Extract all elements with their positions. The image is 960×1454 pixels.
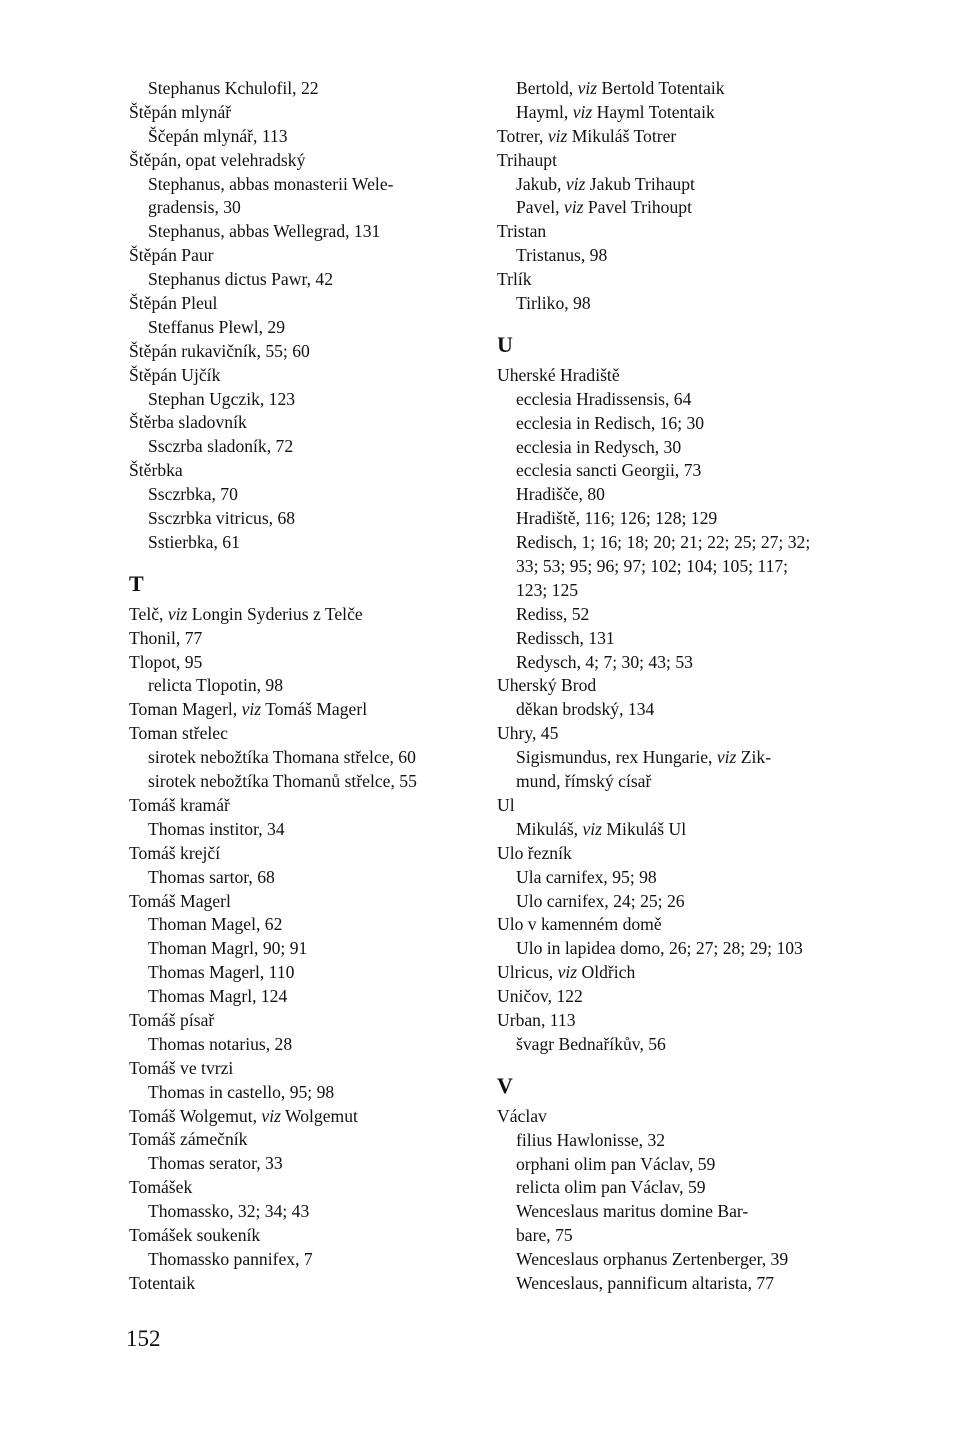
entry-text: Urban, 113: [497, 1009, 576, 1030]
index-column-left: [129, 77, 501, 1296]
index-subentry: [129, 1033, 501, 1057]
entry-text: Tomáš písař: [129, 1009, 215, 1030]
entry-text: Štěpán Ujčík: [129, 364, 221, 385]
index-subentry: [497, 579, 869, 603]
index-subentry: [497, 388, 869, 412]
entry-text: Ulo in lapidea domo, 26; 27; 28; 29; 103: [516, 938, 803, 959]
index-entry: [497, 1009, 869, 1033]
index-subentry: [129, 746, 501, 770]
entry-text: Tomáš Wolgemut,: [129, 1105, 262, 1126]
entry-text: Thoman Magel, 62: [148, 914, 283, 935]
entry-text: filius Hawlonisse, 32: [516, 1129, 666, 1150]
entry-text: Stephanus Kchulofil, 22: [148, 78, 319, 98]
entry-text: Pavel,: [516, 197, 564, 218]
index-entry: [497, 913, 869, 937]
index-entry: [129, 890, 501, 914]
index-subentry: [497, 77, 869, 101]
index-entry: [129, 651, 501, 675]
index-column-right: [497, 77, 869, 1296]
entry-text: Stephanus, abbas monasterii Wele-: [148, 173, 394, 194]
entry-text: Tristanus, 98: [516, 245, 608, 266]
index-subentry: [497, 1272, 869, 1296]
index-subentry: [497, 1224, 869, 1248]
entry-text: relicta Tlopotin, 98: [148, 675, 284, 696]
index-subentry: [129, 985, 501, 1009]
entry-text: relicta olim pan Václav, 59: [516, 1177, 706, 1198]
entry-text: Ssczrba sladoník, 72: [148, 436, 294, 457]
entry-text: Sigismundus, rex Hungarie,: [516, 747, 717, 768]
index-entry: [129, 149, 501, 173]
index-entry: [129, 364, 501, 388]
entry-text: Štěrba sladovník: [129, 412, 247, 433]
index-entry: [129, 603, 501, 627]
index-subentry: [497, 651, 869, 675]
index-entry: [129, 1128, 501, 1152]
entry-text: Redysch, 4; 7; 30; 43; 53: [516, 651, 693, 672]
entry-text: Štěpán mlynář: [129, 101, 232, 122]
entry-text: Jakub,: [516, 173, 566, 194]
index-entry: [129, 698, 501, 722]
index-entry: [497, 722, 869, 746]
entry-text: Tomášek: [129, 1177, 193, 1198]
entry-text: Thomas Magerl, 110: [148, 962, 295, 983]
entry-text: Uherské Hradiště: [497, 364, 620, 385]
cross-reference-target: Pavel Trihoupt: [583, 197, 692, 218]
entry-text: Steffanus Plewl, 29: [148, 316, 285, 337]
index-subentry: [129, 961, 501, 985]
entry-text: Sstierbka, 61: [148, 531, 240, 552]
entry-text: Telč,: [129, 603, 168, 624]
entry-text: Thomassko pannifex, 7: [148, 1248, 313, 1269]
entry-text: Tomáš kramář: [129, 794, 230, 815]
index-entry: [129, 101, 501, 125]
index-subentry: [129, 674, 501, 698]
index-subentry: [497, 603, 869, 627]
cross-reference-marker: viz: [557, 962, 578, 983]
cross-reference-marker: viz: [577, 78, 598, 98]
entry-text: Wenceslaus, pannificum altarista, 77: [516, 1272, 775, 1293]
index-subentry: [129, 866, 501, 890]
index-subentry: [129, 1152, 501, 1176]
entry-text: Štěrbka: [129, 460, 183, 481]
index-entry: [129, 1272, 501, 1296]
cross-reference-marker: viz: [241, 699, 262, 720]
index-subentry: [129, 220, 501, 244]
index-subentry: [129, 770, 501, 794]
entry-text: Hayml,: [516, 101, 573, 122]
entry-text: Trihaupt: [497, 149, 557, 170]
index-subentry: [497, 1153, 869, 1177]
cross-reference-target: Tomáš Magerl: [261, 699, 368, 720]
index-subentry: [497, 1248, 869, 1272]
index-subentry: [497, 1033, 869, 1057]
index-entry: [129, 842, 501, 866]
entry-text: Uherský Brod: [497, 675, 597, 696]
entry-text: Mikuláš,: [516, 818, 583, 839]
entry-text: ecclesia sancti Georgii, 73: [516, 460, 702, 481]
index-subentry: [497, 507, 869, 531]
entry-text: gradensis, 30: [148, 197, 241, 218]
entry-text: Hradišče, 80: [516, 484, 605, 505]
index-subentry: [497, 937, 869, 961]
index-entry: [129, 722, 501, 746]
entry-text: mund, římský císař: [516, 771, 652, 792]
cross-reference-target: Hayml Totentaik: [592, 101, 715, 122]
index-entry: [129, 411, 501, 435]
index-subentry: [129, 913, 501, 937]
index-subentry: [497, 196, 869, 220]
entry-text: Toman střelec: [129, 723, 228, 744]
entry-text: Thomas in castello, 95; 98: [148, 1081, 335, 1102]
entry-text: Thomas notarius, 28: [148, 1033, 293, 1054]
page-number: 152: [126, 1326, 161, 1351]
index-entry: [129, 1057, 501, 1081]
entry-text: bare, 75: [516, 1225, 573, 1246]
entry-text: Ulo v kamenném domě: [497, 914, 662, 935]
entry-text: Ssczrbka, 70: [148, 484, 238, 505]
index-subentry: [129, 388, 501, 412]
entry-text: Thomas Magrl, 124: [148, 986, 288, 1007]
index-entry: [497, 1105, 869, 1129]
index-subentry: [129, 937, 501, 961]
cross-reference-marker: viz: [716, 747, 737, 768]
index-subentry: [497, 555, 869, 579]
entry-text: Ula carnifex, 95; 98: [516, 866, 657, 887]
index-entry: [497, 364, 869, 388]
index-subentry: [497, 1176, 869, 1200]
entry-text: Ul: [497, 794, 515, 815]
index-subentry: [497, 770, 869, 794]
index-entry: [497, 961, 869, 985]
cross-reference-marker: viz: [572, 101, 593, 122]
index-entry: [129, 1224, 501, 1248]
entry-text: Totentaik: [129, 1272, 196, 1293]
index-entry: [497, 268, 869, 292]
cross-reference-target: Zik-: [736, 747, 772, 768]
cross-reference-target: Oldřich: [577, 962, 636, 983]
entry-text: Ssczrbka vitricus, 68: [148, 508, 296, 529]
entry-text: Thomas serator, 33: [148, 1153, 283, 1174]
cross-reference-target: Bertold Totentaik: [597, 78, 725, 98]
entry-text: Redissch, 131: [516, 627, 615, 648]
entry-text: švagr Bednaříkův, 56: [516, 1033, 666, 1054]
cross-reference-target: Wolgemut: [280, 1105, 358, 1126]
index-entry: [497, 985, 869, 1009]
index-subentry: [129, 316, 501, 340]
index-subentry: [497, 459, 869, 483]
cross-reference-target: Jakub Trihaupt: [585, 173, 695, 194]
entry-text: 33; 53; 95; 96; 97; 102; 104; 105; 117;: [516, 556, 789, 577]
index-subentry: [497, 698, 869, 722]
index-subentry: [129, 268, 501, 292]
entry-text: Štěpán Pleul: [129, 293, 218, 314]
index-subentry: [497, 483, 869, 507]
entry-text: Tomáš Magerl: [129, 890, 231, 911]
index-subentry: [497, 746, 869, 770]
index-entry: [129, 459, 501, 483]
entry-text: sirotek nebožtíka Thomana střelce, 60: [148, 747, 416, 768]
index-subentry: [129, 435, 501, 459]
index-subentry: [497, 101, 869, 125]
index-subentry: [497, 244, 869, 268]
index-subentry: [129, 1248, 501, 1272]
index-subentry: [129, 531, 501, 555]
entry-text: Štěpán rukavičník, 55; 60: [129, 340, 310, 361]
index-letter-heading: T: [129, 570, 144, 596]
index-subentry: [129, 77, 501, 101]
entry-text: Václav: [497, 1105, 547, 1126]
entry-text: Trlík: [497, 269, 532, 290]
cross-reference-marker: viz: [563, 197, 584, 218]
index-subentry: [129, 173, 501, 197]
entry-text: 123; 125: [516, 579, 579, 600]
index-subentry: [129, 507, 501, 531]
entry-text: Uhry, 45: [497, 723, 559, 744]
index-subentry: [129, 1081, 501, 1105]
entry-text: Hradiště, 116; 126; 128; 129: [516, 508, 718, 529]
cross-reference-marker: viz: [261, 1105, 281, 1126]
entry-text: Ulricus,: [497, 962, 558, 983]
index-letter-heading: U: [497, 331, 513, 357]
entry-text: Ulo řezník: [497, 842, 572, 863]
entry-text: Toman Magerl,: [129, 699, 242, 720]
entry-text: Stephan Ugczik, 123: [148, 388, 296, 409]
entry-text: Štěpán, opat velehradský: [129, 149, 306, 170]
entry-text: orphani olim pan Václav, 59: [516, 1153, 716, 1174]
entry-text: Tomáš zámečník: [129, 1129, 248, 1150]
index-entry: [129, 1009, 501, 1033]
index-entry: [497, 674, 869, 698]
entry-text: Stephanus, abbas Wellegrad, 131: [148, 221, 381, 242]
index-entry: [129, 1105, 501, 1129]
cross-reference-target: Mikuláš Ul: [602, 818, 687, 839]
entry-text: Uničov, 122: [497, 986, 583, 1007]
index-subentry: [497, 436, 869, 460]
index-entry: [129, 244, 501, 268]
cross-reference-target: Mikuláš Totrer: [567, 125, 677, 146]
entry-text: Rediss, 52: [516, 603, 590, 624]
cross-reference-marker: viz: [565, 173, 586, 194]
cross-reference-marker: viz: [167, 603, 188, 624]
index-subentry: [129, 818, 501, 842]
index-subentry: [129, 196, 501, 220]
entry-text: děkan brodský, 134: [516, 699, 655, 720]
index-subentry: [129, 125, 501, 149]
index-subentry: [497, 890, 869, 914]
index-entry: [129, 1176, 501, 1200]
index-entry: [129, 627, 501, 651]
entry-text: Bertold,: [516, 78, 578, 98]
index-entry: [497, 794, 869, 818]
entry-text: Totrer,: [497, 125, 548, 146]
entry-text: Tristan: [497, 221, 547, 242]
entry-text: Tomáš ve tvrzi: [129, 1057, 234, 1078]
entry-text: Ulo carnifex, 24; 25; 26: [516, 890, 685, 911]
entry-text: ecclesia in Redisch, 16; 30: [516, 412, 705, 433]
index-subentry: [497, 818, 869, 842]
index-entry: [497, 149, 869, 173]
index-entry: [497, 220, 869, 244]
cross-reference-marker: viz: [547, 125, 568, 146]
entry-text: Thomas sartor, 68: [148, 866, 275, 887]
entry-text: Štěpán Paur: [129, 245, 214, 266]
entry-text: Tomášek soukeník: [129, 1224, 261, 1245]
entry-text: Wenceslaus orphanus Zertenberger, 39: [516, 1249, 789, 1270]
index-entry: [129, 292, 501, 316]
cross-reference-marker: viz: [582, 818, 603, 839]
index-subentry: [129, 483, 501, 507]
entry-text: Tomáš krejčí: [129, 842, 221, 863]
index-entry: [129, 340, 501, 364]
index-entry: [129, 794, 501, 818]
entry-text: Redisch, 1; 16; 18; 20; 21; 22; 25; 27; 32;: [516, 532, 811, 553]
index-subentry: [497, 412, 869, 436]
index-subentry: [497, 1129, 869, 1153]
index-subentry: [497, 866, 869, 890]
entry-text: Ščepán mlynář, 113: [148, 125, 288, 146]
index-subentry: [497, 531, 869, 555]
entry-text: Thomassko, 32; 34; 43: [148, 1201, 310, 1222]
entry-text: Tlopot, 95: [129, 651, 203, 672]
index-subentry: [497, 1200, 869, 1224]
index-subentry: [129, 1200, 501, 1224]
entry-text: ecclesia in Redysch, 30: [516, 436, 682, 457]
entry-text: Thomas institor, 34: [148, 818, 285, 839]
entry-text: Stephanus dictus Pawr, 42: [148, 269, 333, 290]
entry-text: Thonil, 77: [129, 627, 203, 648]
entry-text: Thoman Magrl, 90; 91: [148, 938, 308, 959]
entry-text: Wenceslaus maritus domine Bar-: [516, 1201, 749, 1222]
cross-reference-target: Longin Syderius z Telče: [187, 603, 363, 624]
index-entry: [497, 125, 869, 149]
index-subentry: [497, 173, 869, 197]
index-subentry: [497, 292, 869, 316]
entry-text: Tirliko, 98: [516, 293, 591, 314]
index-subentry: [497, 627, 869, 651]
index-entry: [497, 842, 869, 866]
entry-text: ecclesia Hradissensis, 64: [516, 388, 692, 409]
entry-text: sirotek nebožtíka Thomanů střelce, 55: [148, 771, 417, 792]
index-letter-heading: V: [497, 1072, 513, 1098]
